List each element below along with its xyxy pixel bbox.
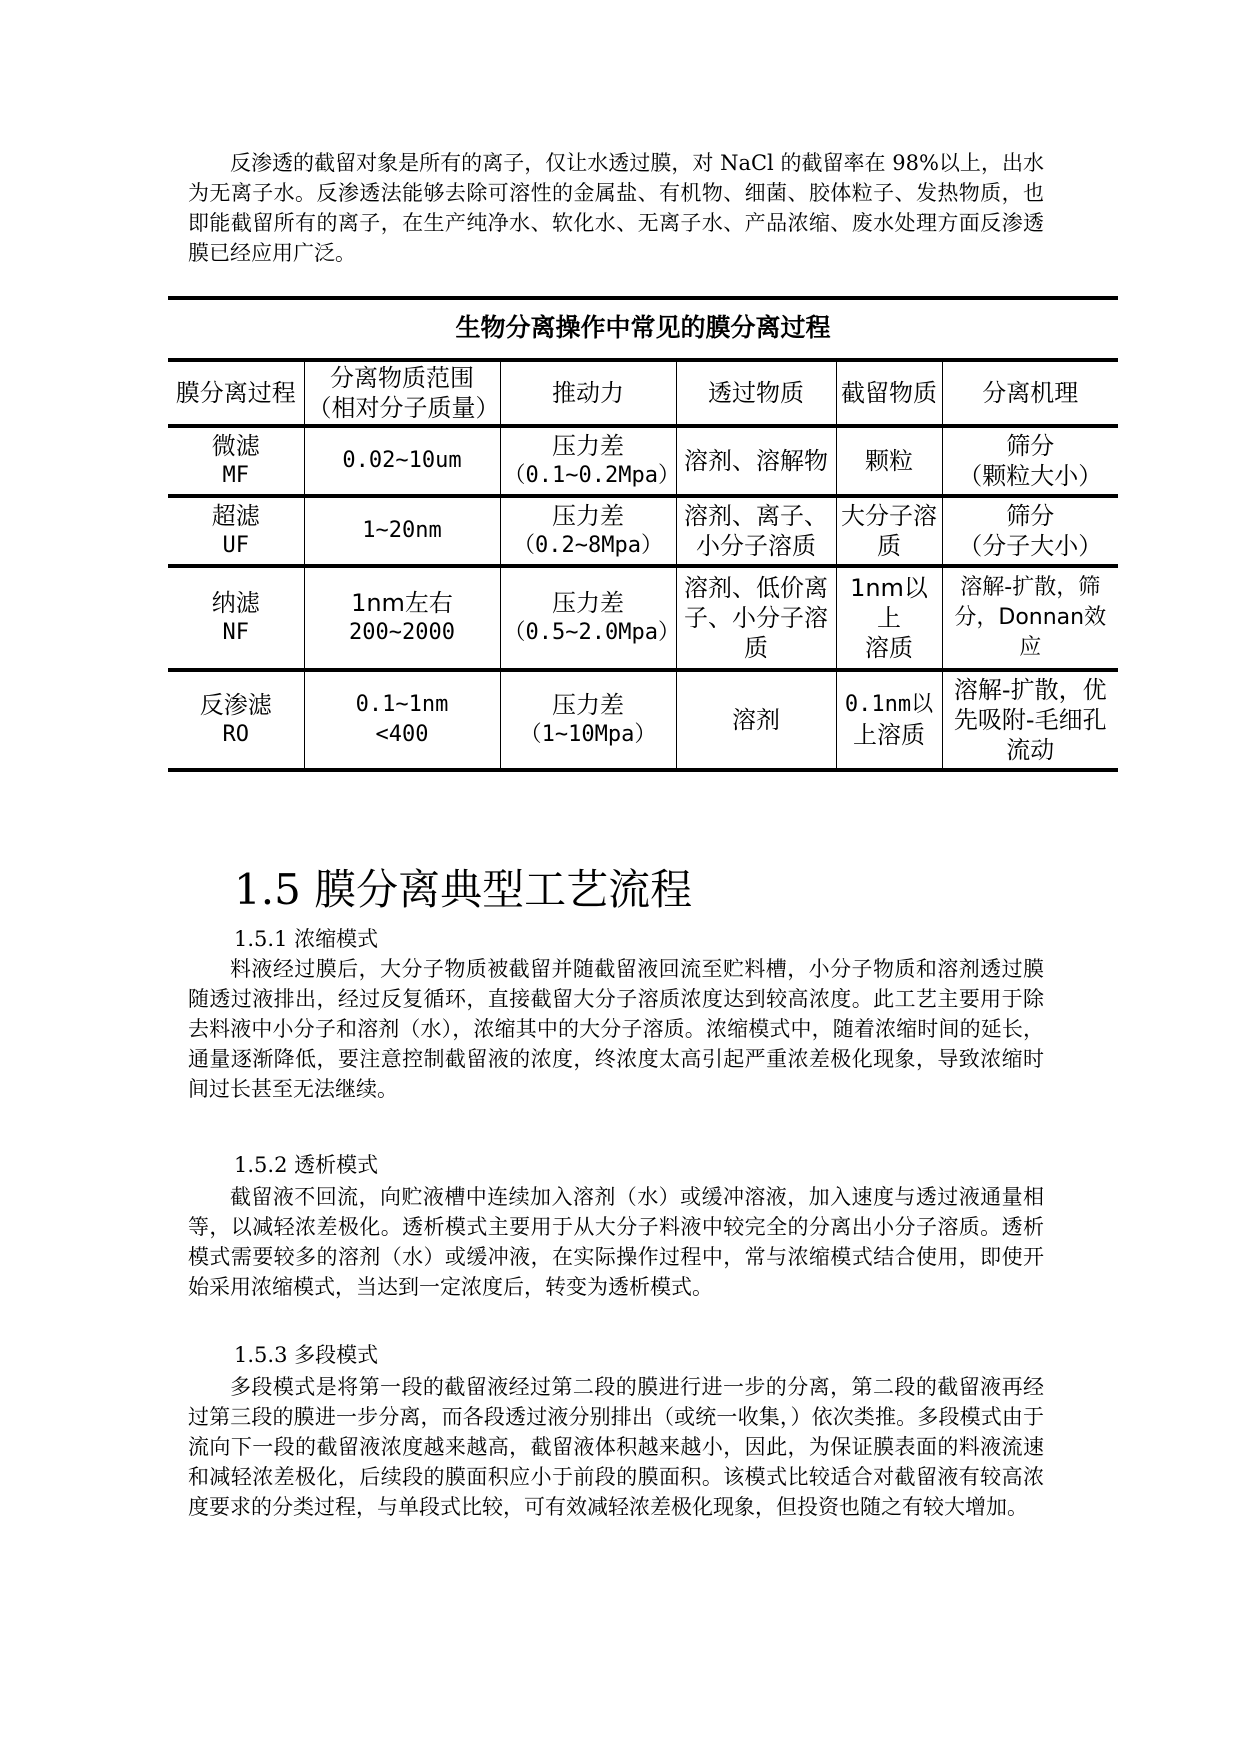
subsection-paragraph: 料液经过膜后，大分子物质被截留并随截留液回流至贮料槽，小分子物质和溶剂透过膜随透过液排出，经过反复循环，直接截留大分子溶质浓度达到较高浓度。此工艺主要用于除去料液中小分子和溶剂（水），浓缩其中的大分子溶质。浓缩模式中，随着浓缩时间的延长，通量逐渐降低，要注意控制截留液的浓度，终浓度太高引起严重浓差极化现象，导致浓缩时间过长甚至无法继续。: [188, 957, 1044, 1101]
subsection-heading: 1.5.1 浓缩模式: [234, 927, 379, 951]
cell-permeate: 溶剂: [676, 670, 836, 770]
section-heading: 1.5 膜分离典型工艺流程: [234, 865, 693, 914]
cell-mechanism: 筛分 （颗粒大小）: [942, 426, 1118, 496]
cell-driving-force: 压力差 （0.1~0.2Mpa）: [500, 426, 676, 496]
header-driving-force: 推动力: [500, 360, 676, 426]
cell-driving-force: 压力差 （0.2~8Mpa）: [500, 496, 676, 566]
cell-process: 反渗滤 RO: [168, 670, 304, 770]
cell-process: 纳滤 NF: [168, 566, 304, 670]
cell-permeate: 溶剂、溶解物: [676, 426, 836, 496]
cell-range: 1nm左右 200~2000: [304, 566, 500, 670]
subsection-paragraph: 多段模式是将第一段的截留液经过第二段的膜进行进一步的分离，第二段的截留液再经过第三段的膜进一步分离，而各段透过液分别排出（或统一收集，）依次类推。多段模式由于流向下一段的截留液浓度越来越高，截留液体积越来越小，因此，为保证膜表面的料液流速和减轻浓差极化，后续段的膜面积应小于前段的膜面积。该模式比较适合对截留液有较高浓度要求的分类过程，与单段式比较，可有效减轻浓差极化现象，但投资也随之有较大增加。: [188, 1375, 1044, 1519]
cell-retained: 1nm以上 溶质: [836, 566, 942, 670]
table-row: [168, 566, 1118, 670]
table-header-row: [168, 360, 1118, 426]
subsection-heading: 1.5.3 多段模式: [234, 1343, 379, 1367]
table-row: [168, 496, 1118, 566]
intro-paragraph: 反渗透的截留对象是所有的离子，仅让水透过膜，对 NaCl 的截留率在 98%以上，出水为无离子水。反渗透法能够去除可溶性的金属盐、有机物、细菌、胶体粒子、发热物质，也即能截留所有的离子，在生产纯净水、软化水、无离子水、产品浓缩、废水处理方面反渗透膜已经应用广泛。: [188, 151, 1044, 265]
cell-process: 超滤 UF: [168, 496, 304, 566]
cell-retained: 大分子溶 质: [836, 496, 942, 566]
cell-range: 0.1~1nm <400: [304, 670, 500, 770]
subsection-heading: 1.5.2 透析模式: [234, 1153, 379, 1177]
cell-range: 0.02~10um: [304, 426, 500, 496]
cell-driving-force: 压力差 （1~10Mpa）: [500, 670, 676, 770]
subsection-paragraph: 截留液不回流，向贮液槽中连续加入溶剂（水）或缓冲溶液，加入速度与透过液通量相等，以减轻浓差极化。透析模式主要用于从大分子料液中较完全的分离出小分子溶质。透析模式需要较多的溶剂（水）或缓冲液，在实际操作过程中，常与浓缩模式结合使用，即使开始采用浓缩模式，当达到一定浓度后，转变为透析模式。: [188, 1185, 1044, 1299]
header-range: 分离物质范围 （相对分子质量）: [304, 360, 500, 426]
header-retained: 截留物质: [836, 360, 942, 426]
cell-permeate: 溶剂、离子、 小分子溶质: [676, 496, 836, 566]
membrane-table: [168, 358, 1118, 772]
figure-title: 生物分离操作中常见的膜分离过程: [455, 313, 831, 342]
cell-mechanism: 溶解-扩散，优 先吸附-毛细孔 流动: [942, 670, 1118, 770]
header-process: 膜分离过程: [168, 360, 304, 426]
cell-driving-force: 压力差 （0.5~2.0Mpa）: [500, 566, 676, 670]
header-permeate: 透过物质: [676, 360, 836, 426]
table-row: [168, 426, 1118, 496]
header-mechanism: 分离机理: [942, 360, 1118, 426]
cell-mechanism: 溶解-扩散，筛 分，Donnan效应: [942, 566, 1118, 670]
cell-retained: 颗粒: [836, 426, 942, 496]
cell-mechanism: 筛分 （分子大小）: [942, 496, 1118, 566]
table-row: [168, 670, 1118, 770]
cell-range: 1~20nm: [304, 496, 500, 566]
cell-process: 微滤 MF: [168, 426, 304, 496]
cell-retained: 0.1nm以 上溶质: [836, 670, 942, 770]
cell-permeate: 溶剂、低价离 子、小分子溶 质: [676, 566, 836, 670]
figure-top-rule: [168, 296, 1118, 300]
